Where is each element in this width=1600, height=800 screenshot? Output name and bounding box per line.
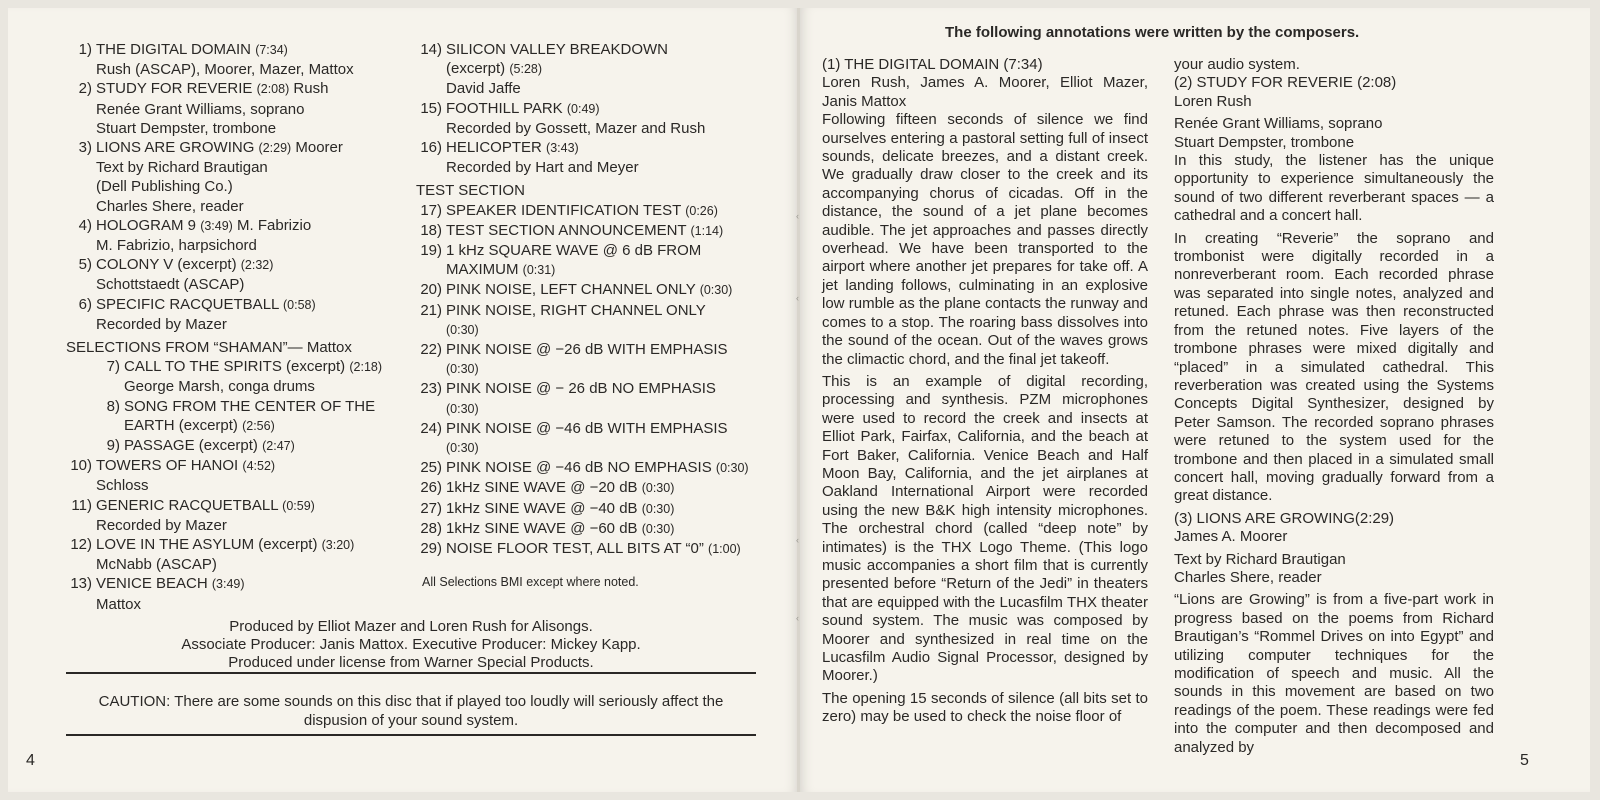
track-line	[96, 275, 396, 294]
track-line	[96, 295, 396, 315]
annotation-lg-p1: “Lions are Growing” is from a five-part work in progress based on the poems from Richard Brautigan’s “Rommel Drives on into Egypt” and utilizing computer techniques for the modification of speech and music. All the sounds in this movement are based on two readings of the poem. These readings were fed into the computer and then decomposed and analyzed by	[1174, 591, 1494, 756]
track-duration: (2:47)	[262, 439, 295, 454]
track-duration: (0:49)	[566, 101, 600, 116]
track-line	[96, 79, 396, 99]
track-line	[96, 177, 396, 196]
track-line	[446, 499, 786, 519]
track-line	[446, 201, 786, 221]
track-line	[124, 357, 396, 377]
track-line	[96, 595, 396, 614]
track-line	[446, 260, 786, 280]
track-duration: (3:49)	[211, 577, 245, 592]
track-line	[124, 436, 396, 456]
track-text: PASSAGE (excerpt)	[124, 437, 263, 455]
track-line	[96, 119, 396, 138]
track-duration: (0:30)	[641, 501, 675, 516]
track-text: PINK NOISE, RIGHT CHANNEL ONLY	[446, 301, 706, 319]
track-line	[96, 60, 396, 79]
annotation-dd-title: (1) THE DIGITAL DOMAIN (7:34)	[822, 56, 1043, 73]
track-line	[124, 416, 396, 436]
track-text: George Marsh, conga drums	[124, 378, 315, 396]
track-duration: (4:52)	[242, 459, 276, 474]
test-section-heading: TEST SECTION	[416, 182, 525, 200]
track-number: 26)	[420, 479, 442, 497]
track-number: 7)	[106, 358, 120, 376]
track-number: 21)	[420, 301, 442, 319]
track-line	[96, 516, 396, 535]
divider-rule	[66, 672, 756, 674]
track-line	[446, 280, 786, 300]
page-number: 5	[1520, 752, 1529, 769]
track-composer: Moorer	[291, 139, 343, 157]
track-number: 1)	[78, 41, 92, 58]
page-number: 4	[26, 752, 35, 769]
track-number: 11)	[71, 496, 92, 514]
track-line	[96, 216, 396, 236]
track-number: 4)	[78, 216, 92, 234]
track-line	[446, 138, 786, 158]
track-line	[446, 359, 786, 379]
track-text: Schottstaedt (ASCAP)	[96, 276, 245, 294]
track-entry	[66, 216, 396, 255]
track-entry	[416, 458, 786, 478]
track-text: STUDY FOR REVERIE	[96, 80, 257, 98]
track-number: 18)	[420, 221, 442, 239]
track-text: Recorded by Mazer	[96, 315, 227, 333]
track-number: 13)	[70, 575, 92, 593]
track-line	[124, 377, 396, 396]
track-text: PINK NOISE @ −46 dB NO EMPHASIS	[446, 459, 716, 477]
track-line	[446, 221, 786, 241]
track-line	[446, 40, 786, 59]
track-text: Stuart Dempster, trombone	[96, 119, 277, 137]
tracklist-column-left	[66, 40, 396, 614]
track-line	[446, 438, 786, 458]
track-number: 24)	[420, 419, 442, 437]
annotations-heading: The following annotations were written by the composers.	[945, 24, 1360, 41]
annotation-sr-p2: In creating “Reverie” the soprano and trombonist were digitally recorded in a nonreverberant room. Each recorded phrase was separated into single notes, analyzed and retuned. Each phrase was then reconstructed from the retuned notes. Five layers of the trombone phrases were mixed digitally and “placed” in a simulated cathedral. This reverberation was created using the Systems Concepts Digital Synthesizer, designed by Peter Samson. The recorded soprano phrases were retuned to the system used for the trombone and then placed in a simulated small concert hall, moving gradually forward from a great distance.	[1174, 229, 1494, 505]
track-line	[446, 241, 786, 260]
track-duration: (3:43)	[546, 141, 579, 156]
track-duration: (0:30)	[641, 481, 675, 496]
annotation-dd-credits: Loren Rush, James A. Moorer, Elliot Mazer, Janis Mattox	[822, 74, 1148, 110]
staple-icon: ‹	[796, 211, 799, 221]
track-text: 1kHz SINE WAVE @ −40 dB	[446, 499, 642, 517]
track-text: TEST SECTION ANNOUNCEMENT	[446, 221, 691, 239]
annotation-dd-p2: This is an example of digital recording, processing and synthesis. PZM microphones were used to record the creek and insects at Elliot Park, Fairfax, California, and the beach at Fort Baker, California. Venice Beach and Half Moon Bay, California, and the jet airplanes at Oakland International Airport were recorded using the new B&K high intensity microphones. The orchestral chord (called “deep note” by intimates) is the THX Logo Theme. (This logo music accompanies a short film that is currently presented before “Return of the Jedi” in theaters that are equipped with the Lucasfilm THX theater sound system. The music was composed by Moorer and synthesized in real time on the Lucasfilm Audio Signal Processor, designed by Moorer.)	[822, 372, 1148, 685]
track-entry	[416, 221, 786, 241]
annotation-dd-p3b: your audio system.	[1174, 56, 1300, 73]
track-entry	[66, 397, 396, 436]
track-duration: (0:31)	[522, 263, 556, 278]
tracklist-column-right	[416, 40, 786, 592]
track-text: Recorded by Mazer	[96, 516, 227, 534]
track-entry	[416, 478, 786, 498]
staple-icon: ‹	[796, 613, 799, 623]
annotation-lg-reader: Charles Shere, reader	[1174, 568, 1322, 586]
track-text: EARTH (excerpt)	[124, 416, 243, 434]
annotation-column-left	[822, 56, 1148, 731]
credit-line: Associate Producer: Janis Mattox. Executive Producer: Mickey Kapp.	[181, 636, 641, 653]
track-entry	[416, 40, 786, 99]
caution-notice: CAUTION: There are some sounds on this disc that if played too loudly will seriously affect the dispusion of your sound system.	[98, 693, 724, 729]
track-line	[96, 236, 396, 255]
track-entry	[416, 138, 786, 177]
track-entry	[66, 138, 396, 216]
annotation-dd-p1: Following fifteen seconds of silence we find ourselves entering a pastoral setting full of insect sounds, delicate breezes, and a distant creek. We gradually draw closer to the creek and its accompanying chorus of cicadas. Off in the distance, the sound of a jet plane becomes audible. The jet approaches and passes directly overhead. We have been transported to the airport where another jet prepares for take off. A jet landing follows, culminating in an explosive low rumble as the plane contacts the runway and comes to a stop. The roaring bass dissolves into the sound of the ocean. Out of the waves grows the climactic chord, and the final jet takeoff.	[822, 111, 1148, 368]
track-line	[446, 119, 786, 138]
track-line	[446, 379, 786, 398]
track-number: 14)	[420, 41, 442, 58]
production-credits	[66, 618, 756, 672]
track-entry	[416, 280, 786, 300]
track-number: 19)	[420, 242, 442, 260]
track-duration: (2:29)	[258, 141, 292, 156]
track-number: 17)	[420, 201, 442, 219]
track-line	[96, 496, 396, 516]
track-line	[446, 99, 786, 119]
annotation-sr-title: (2) STUDY FOR REVERIE (2:08)	[1174, 74, 1397, 92]
track-composer: Rush	[289, 80, 329, 98]
track-line	[96, 197, 396, 216]
track-line	[446, 320, 786, 340]
annotation-lg-text: Text by Richard Brautigan	[1174, 550, 1346, 568]
track-text: PINK NOISE @ −46 dB WITH EMPHASIS	[446, 419, 728, 437]
track-text: COLONY V (excerpt)	[96, 256, 241, 274]
track-duration: (7:34)	[255, 43, 288, 57]
track-text: SILICON VALLEY BREAKDOWN	[446, 41, 669, 58]
track-text: TOWERS OF HANOI	[96, 457, 243, 475]
track-line	[96, 40, 396, 60]
track-number: 22)	[420, 341, 442, 359]
track-line	[124, 397, 396, 416]
track-number: 2)	[78, 80, 92, 98]
track-duration: (0:30)	[446, 322, 479, 337]
right-page	[800, 8, 1590, 792]
track-duration: (3:20)	[321, 538, 355, 553]
track-line	[446, 478, 786, 498]
track-duration: (5:28)	[509, 62, 543, 77]
track-number: 20)	[420, 281, 442, 299]
track-text: Recorded by Gossett, Mazer and Rush	[446, 119, 706, 137]
track-entry	[66, 456, 396, 495]
track-number: 16)	[420, 139, 442, 157]
track-duration: (2:18)	[349, 360, 383, 375]
track-text: (excerpt)	[446, 60, 510, 78]
track-duration: (2:56)	[242, 418, 275, 433]
annotation-lg-composer: James A. Moorer	[1174, 528, 1288, 546]
track-duration: (0:26)	[685, 203, 718, 218]
track-line	[96, 315, 396, 334]
track-line	[96, 574, 396, 594]
track-text: Renée Grant Williams, soprano	[96, 100, 305, 118]
track-duration: (0:30)	[446, 362, 479, 377]
track-duration: (0:30)	[715, 461, 749, 476]
track-text: Mattox	[96, 595, 142, 613]
track-text: PINK NOISE @ − 26 dB NO EMPHASIS	[446, 380, 716, 398]
track-entry	[416, 419, 786, 458]
track-text: VENICE BEACH	[96, 575, 212, 593]
track-entry	[66, 40, 396, 79]
track-text: 1kHz SINE WAVE @ −60 dB	[446, 519, 642, 537]
track-text: FOOTHILL PARK	[446, 99, 567, 117]
track-number: 8)	[106, 397, 120, 415]
track-line	[446, 399, 786, 419]
track-entry	[416, 499, 786, 519]
track-duration: (0:58)	[283, 297, 316, 312]
track-text: SPEAKER IDENTIFICATION TEST	[446, 201, 686, 219]
track-text: SONG FROM THE CENTER OF THE	[124, 397, 376, 415]
track-line	[446, 340, 786, 359]
track-entry	[416, 539, 786, 559]
track-text: (Dell Publishing Co.)	[96, 178, 233, 196]
track-line	[96, 138, 396, 158]
track-text: MAXIMUM	[446, 261, 523, 279]
annotation-sr-composer: Loren Rush	[1174, 92, 1252, 110]
track-text: GENERIC RACQUETBALL	[96, 496, 283, 514]
track-number: 10)	[70, 457, 92, 475]
track-text: M. Fabrizio, harpsichord	[96, 237, 257, 255]
track-number: 5)	[78, 256, 92, 274]
track-text: NOISE FLOOR TEST, ALL BITS AT “0”	[446, 540, 709, 558]
track-text: LOVE IN THE ASYLUM (excerpt)	[96, 536, 322, 554]
track-line	[446, 158, 786, 177]
track-line	[96, 476, 396, 495]
track-duration: (0:30)	[641, 521, 675, 536]
track-entry	[66, 574, 396, 613]
track-text: David Jaffe	[446, 80, 521, 98]
track-line	[96, 255, 396, 275]
annotation-sr-perf2: Stuart Dempster, trombone	[1174, 133, 1355, 151]
track-line	[96, 158, 396, 177]
track-line	[446, 79, 786, 98]
bmi-note: All Selections BMI except where noted.	[422, 575, 639, 590]
track-duration: (1:00)	[708, 542, 741, 557]
track-entry	[416, 99, 786, 138]
track-text: HELICOPTER	[446, 139, 547, 157]
track-text: Text by Richard Brautigan	[96, 159, 268, 177]
track-entry	[66, 295, 396, 334]
annotation-dd-p3: The opening 15 seconds of silence (all bits set to zero) may be used to check the noise floor of	[822, 689, 1148, 726]
track-line	[446, 419, 786, 438]
track-entry	[416, 301, 786, 340]
track-text: Recorded by Hart and Meyer	[446, 159, 639, 177]
credit-line: Produced by Elliot Mazer and Loren Rush for Alisongs.	[229, 618, 593, 635]
staple-icon: ‹	[796, 293, 799, 303]
track-text: 1kHz SINE WAVE @ −20 dB	[446, 479, 642, 497]
track-line	[96, 100, 396, 119]
track-composer: M. Fabrizio	[232, 216, 312, 234]
track-text: McNabb (ASCAP)	[96, 556, 217, 574]
track-number: 23)	[420, 380, 442, 398]
track-text: Charles Shere, reader	[96, 197, 244, 215]
track-entry	[66, 496, 396, 535]
track-entry	[416, 379, 786, 418]
credit-line: Produced under license from Warner Special Products.	[228, 654, 594, 671]
track-text: CALL TO THE SPIRITS (excerpt)	[124, 358, 350, 376]
annotation-lg-title: (3) LIONS ARE GROWING(2:29)	[1174, 509, 1395, 527]
track-line	[96, 535, 396, 555]
track-number: 28)	[420, 519, 442, 537]
track-line	[446, 539, 786, 559]
track-text: 1 kHz SQUARE WAVE @ 6 dB FROM	[446, 242, 702, 260]
track-number: 3)	[78, 139, 92, 157]
track-duration: (3:49)	[200, 218, 233, 233]
annotation-sr-p1: In this study, the listener has the unique opportunity to experience simultaneously the sound of two different reverberant spaces — a cathedral and a concert hall.	[1174, 152, 1494, 225]
track-text: SPECIFIC RACQUETBALL	[96, 295, 283, 313]
track-line	[446, 458, 786, 478]
track-duration: (0:30)	[446, 401, 479, 416]
track-number: 9)	[106, 437, 120, 455]
track-number: 27)	[420, 499, 442, 517]
track-text: LIONS ARE GROWING	[96, 139, 259, 157]
shaman-heading: SELECTIONS FROM “SHAMAN”— Mattox	[66, 339, 352, 357]
track-duration: (0:30)	[699, 283, 733, 298]
track-duration: (2:08)	[256, 82, 290, 97]
track-text: PINK NOISE, LEFT CHANNEL ONLY	[446, 281, 700, 299]
track-line	[96, 555, 396, 574]
track-duration: (0:59)	[282, 498, 315, 513]
track-entry	[66, 79, 396, 138]
track-entry	[66, 255, 396, 294]
staple-icon: ‹	[796, 535, 799, 545]
track-entry	[66, 436, 396, 456]
track-text: PINK NOISE @ −26 dB WITH EMPHASIS	[446, 341, 728, 359]
track-number: 15)	[420, 99, 442, 117]
track-line	[446, 519, 786, 539]
track-line	[446, 301, 786, 320]
track-entry	[66, 535, 396, 574]
track-line	[96, 456, 396, 476]
divider-rule	[66, 734, 756, 736]
annotation-sr-perf: Renée Grant Williams, soprano	[1174, 115, 1383, 133]
track-text: HOLOGRAM 9	[96, 216, 201, 234]
track-number: 6)	[78, 295, 92, 313]
track-number: 12)	[70, 536, 92, 554]
track-duration: (0:30)	[446, 441, 479, 456]
track-entry	[416, 201, 786, 221]
track-entry	[416, 340, 786, 379]
track-line	[446, 59, 786, 79]
track-entry	[416, 519, 786, 539]
track-text: Schloss	[96, 477, 149, 495]
track-text: Rush (ASCAP), Moorer, Mazer, Mattox	[96, 61, 354, 79]
annotation-column-right	[1174, 56, 1494, 761]
track-number: 25)	[420, 459, 442, 477]
left-page	[8, 8, 798, 792]
track-entry	[66, 357, 396, 396]
track-entry	[416, 241, 786, 280]
track-text: THE DIGITAL DOMAIN	[96, 41, 256, 58]
track-duration: (2:32)	[240, 258, 274, 273]
track-number: 29)	[420, 540, 442, 558]
track-duration: (1:14)	[690, 223, 724, 238]
